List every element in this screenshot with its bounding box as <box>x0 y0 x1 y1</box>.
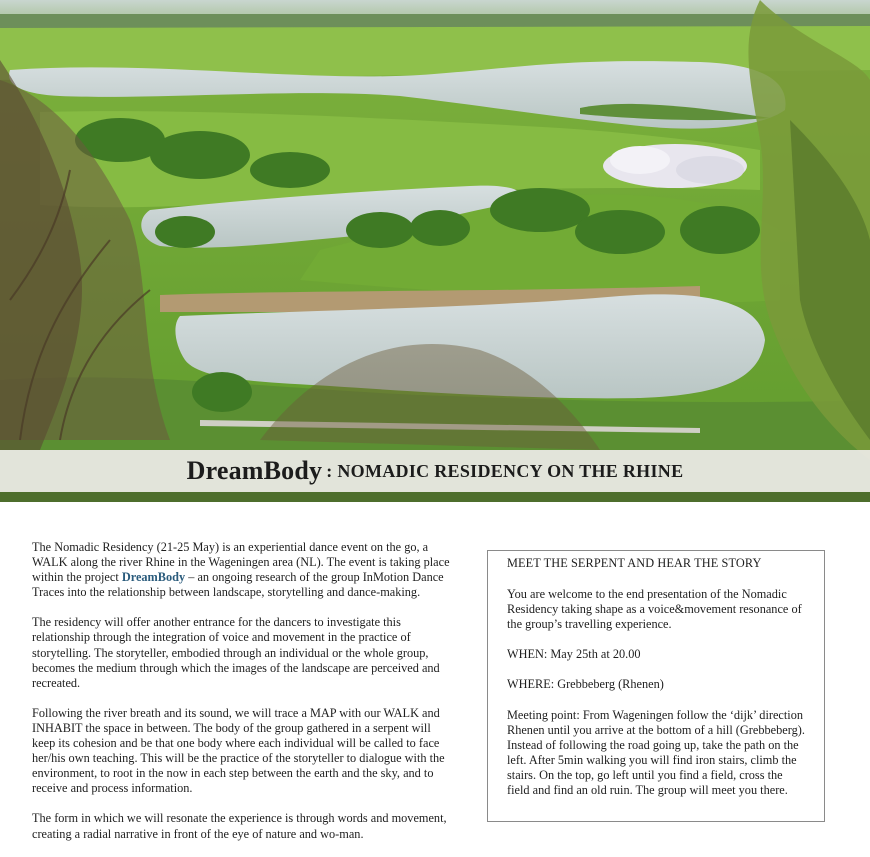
title-subtitle: : NOMADIC RESIDENCY ON THE RHINE <box>326 460 684 481</box>
dreambody-link[interactable]: DreamBody <box>121 570 186 585</box>
intro-text-part1: The Nomadic Residency (21-25 May) is an experiential dance event on the go, a WALK along the river Rhine in the Wageningen area (NL). The event is taking place within the project <box>32 540 450 585</box>
box-welcome-text: You are welcome to the end presentation of the Nomadic Residency taking shape as a voice&movement resonance of the group’s travelling experience. <box>507 587 802 632</box>
intro-text-part2: – an ongoing research of the group InMotion Dance Traces into the relationship between landscape, storytelling and dance-making. <box>32 570 444 600</box>
box-heading: MEET THE SERPENT AND HEAR THE STORY <box>507 556 762 570</box>
box-when: WHEN: May 25th at 20.00 <box>507 647 641 662</box>
title-banner <box>0 450 870 492</box>
intro-paragraph <box>32 540 457 600</box>
body-paragraph: Following the river breath and its sound, we will trace a MAP with our WALK and INHABIT the space in between. The body of the group gathered in a serpent will keep its cohesion and be that one body where each individual will be called to face her/his own teaching. This will be the practice of the storyteller to dialogue with the environment, to root in the now in each step between the earth and the sky, and to receive and process information. <box>32 705 445 796</box>
body-paragraph: The residency will offer another entrance for the dancers to investigate this relationship through the integration of voice and movement in the practice of storytelling. The storyteller, embodied through an individual or the whole group, becomes the medium through which the images of the landscape are perceived and recreated. <box>32 615 440 690</box>
body-text-column <box>32 540 457 857</box>
event-info-box <box>487 550 825 822</box>
box-meeting-point: Meeting point: From Wageningen follow the ‘dijk’ direction Rhenen until you arrive at the bottom of a hill (Grebbeberg). Instead of following the road going up, take the path on the left. After 5min walking you will find iron stairs, climb the stairs. On the top, go left until you find a field, cross the field and find an old ruin. The group will meet you there. <box>507 707 805 798</box>
title-brand: DreamBody <box>186 456 323 485</box>
box-where: WHERE: Grebbeberg (Rhenen) <box>507 677 664 692</box>
body-paragraph: The form in which we will resonate the experience is through words and movement, creating a radial narrative in front of the eye of nature and wo-man. <box>32 811 447 841</box>
